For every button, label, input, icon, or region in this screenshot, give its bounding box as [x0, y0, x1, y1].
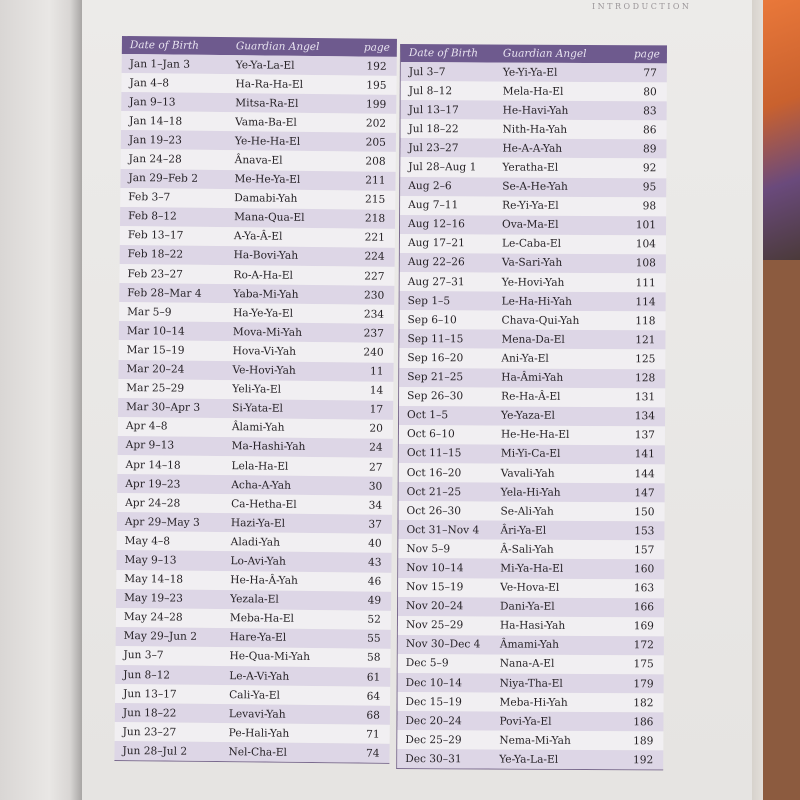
- guardian-angel-name: Hare-Ya-El: [229, 631, 287, 645]
- birth-date-range: Dec 30–31: [405, 752, 462, 766]
- guardian-angel-name: Â-Sali-Yah: [500, 543, 554, 556]
- birth-date-range: Nov 20–24: [406, 600, 464, 613]
- birth-date-range: Nov 5–9: [406, 542, 451, 556]
- page-number: 240: [363, 346, 384, 359]
- page-number: 11: [369, 365, 384, 378]
- page-number: 144: [634, 467, 655, 480]
- angel-table-right: [396, 44, 667, 771]
- birth-date-range: Jul 28–Aug 1: [408, 161, 477, 174]
- birth-date-range: Jan 4–8: [129, 76, 170, 90]
- guardian-angel-name: Me-He-Ya-El: [234, 173, 301, 186]
- guardian-angel-name: Mova-Mi-Yah: [232, 326, 303, 339]
- guardian-angel-name: Damabi-Yah: [234, 192, 298, 206]
- guardian-angel-name: Le-Caba-El: [501, 237, 562, 251]
- guardian-angel-name: Nema-Mi-Yah: [499, 734, 571, 747]
- birth-date-range: May 14–18: [124, 573, 184, 586]
- guardian-angel-name: Se-Ali-Yah: [500, 505, 554, 518]
- page-number: 221: [364, 231, 385, 245]
- birth-date-range: Sep 26–30: [407, 390, 464, 403]
- birth-date-range: Jan 9–13: [129, 95, 176, 109]
- guardian-angel-name: Ha-Bovi-Yah: [233, 249, 299, 263]
- table-row: [399, 368, 665, 388]
- header-page: page: [633, 48, 660, 61]
- guardian-angel-name: He-Qua-Mi-Yah: [229, 650, 311, 664]
- birth-date-range: Feb 18–22: [127, 248, 184, 262]
- page-number: 186: [633, 715, 654, 729]
- birth-date-range: Jun 13–17: [123, 687, 177, 701]
- table-row: [397, 730, 663, 750]
- birth-date-range: Jul 13–17: [408, 103, 459, 117]
- birth-date-range: Feb 3–7: [128, 191, 171, 204]
- birth-date-range: Jan 29–Feb 2: [128, 172, 199, 185]
- page-number: 137: [634, 429, 655, 442]
- page-number: 74: [365, 747, 380, 760]
- header-page: page: [363, 41, 390, 54]
- birth-date-range: Jun 28–Jul 2: [122, 744, 188, 758]
- birth-date-range: Jan 24–28: [128, 153, 182, 166]
- guardian-angel-name: Ye-Ya-La-El: [499, 753, 559, 766]
- guardian-angel-name: Ye-He-Ha-El: [234, 135, 301, 148]
- birth-date-range: Aug 2–6: [408, 180, 452, 193]
- guardian-angel-name: Ye-Ya-La-El: [235, 58, 295, 72]
- page-number: 157: [634, 544, 655, 557]
- birth-date-range: Oct 26–30: [406, 504, 462, 518]
- birth-date-range: Feb 28–Mar 4: [127, 286, 202, 300]
- page-number: 114: [635, 295, 656, 309]
- page-number: 68: [366, 709, 380, 722]
- page-number: 43: [367, 556, 382, 569]
- page-number: 189: [633, 735, 654, 748]
- table-row: [400, 253, 666, 273]
- page-number: 55: [367, 632, 381, 646]
- table-row: [401, 119, 667, 139]
- birth-date-range: Jul 23–27: [408, 141, 459, 155]
- guardian-angel-name: Vavali-Yah: [500, 467, 555, 480]
- birth-date-range: Feb 8–12: [128, 210, 177, 223]
- page-number: 125: [635, 353, 656, 366]
- page-number: 172: [633, 639, 654, 652]
- cover-artwork: [763, 0, 800, 260]
- birth-date-range: Apr 19–23: [125, 477, 181, 491]
- guardian-angel-name: Mana-Qua-El: [234, 211, 305, 225]
- table-row: [400, 272, 666, 292]
- guardian-angel-name: Ro-A-Ha-El: [233, 268, 293, 282]
- guardian-angel-name: Se-A-He-Yah: [502, 180, 568, 193]
- birth-date-range: May 24–28: [123, 611, 183, 624]
- guardian-angel-name: Yeratha-El: [502, 161, 559, 174]
- page-number: 150: [634, 505, 655, 519]
- page-number: 101: [635, 219, 657, 232]
- page-number: 17: [369, 403, 384, 416]
- birth-date-range: Sep 21–25: [407, 371, 464, 384]
- page-number: 20: [369, 422, 383, 436]
- page-number: 118: [635, 315, 656, 328]
- birth-date-range: Dec 10–14: [405, 676, 463, 689]
- table-row: [400, 196, 666, 216]
- page-number: 224: [364, 251, 385, 264]
- birth-date-range: Dec 5–9: [405, 657, 449, 670]
- guardian-angel-name: Nana-A-El: [499, 657, 555, 671]
- table-row: [398, 673, 664, 693]
- birth-date-range: Jun 23–27: [122, 725, 177, 739]
- table-row: [399, 348, 665, 368]
- birth-date-range: Feb 13–17: [127, 229, 184, 243]
- guardian-angel-name: Hova-Vi-Yah: [232, 345, 297, 358]
- book-page: [82, 0, 752, 800]
- page-number: 182: [633, 696, 654, 709]
- guardian-angel-name: He-He-Ha-El: [500, 428, 570, 442]
- table-row: [398, 597, 664, 617]
- guardian-angel-name: He-Ha-Â-Yah: [230, 574, 298, 587]
- guardian-angel-name: Mela-Ha-El: [502, 85, 564, 98]
- page-number: 147: [634, 486, 655, 499]
- guardian-angel-name: A-Ya-Â-El: [233, 230, 283, 244]
- table-row: [401, 81, 667, 101]
- birth-date-range: Jul 18–22: [408, 122, 459, 136]
- book-cover-edge: [745, 0, 800, 800]
- guardian-angel-name: Ve-Hova-El: [500, 581, 560, 594]
- birth-date-range: Apr 4–8: [125, 420, 168, 433]
- guardian-angel-name: Nith-Ha-Yah: [502, 123, 568, 136]
- birth-date-range: Jan 1–Jan 3: [129, 57, 191, 71]
- guardian-angel-name: Ye-Yi-Ya-El: [502, 66, 558, 79]
- birth-date-range: May 19–23: [124, 592, 183, 605]
- table-row: [399, 406, 665, 426]
- birth-date-range: Mar 10–14: [126, 324, 185, 338]
- page-number: 71: [366, 728, 380, 741]
- page-number: 134: [634, 410, 656, 423]
- birth-date-range: Sep 16–20: [407, 351, 464, 365]
- page-number: 160: [633, 563, 655, 576]
- header-date: Date of Birth: [408, 47, 479, 60]
- birth-date-range: Aug 7–11: [408, 199, 459, 212]
- guardian-angel-name: Ha-Hasi-Yah: [499, 619, 566, 633]
- guardian-angel-name: Âri-Ya-El: [500, 524, 547, 537]
- table-header: [401, 44, 667, 63]
- page-number: 199: [366, 98, 387, 111]
- table-row: [399, 482, 665, 502]
- guardian-angel-name: Âmami-Yah: [499, 638, 560, 652]
- guardian-angel-name: Ani-Ya-El: [501, 352, 549, 365]
- page-number: 227: [364, 270, 385, 283]
- page-number: 80: [643, 85, 657, 98]
- guardian-angel-name: Ha-Ye-Ya-El: [233, 306, 294, 320]
- birth-date-range: Jan 19–23: [128, 134, 182, 147]
- page-number: 77: [643, 66, 657, 79]
- page-number: 37: [368, 518, 382, 531]
- page-number: 166: [633, 601, 655, 614]
- table-row: [398, 616, 664, 636]
- page-number: 230: [364, 289, 385, 302]
- birth-date-range: Oct 6–10: [406, 428, 455, 441]
- page-number: 192: [366, 60, 387, 73]
- birth-date-range: Apr 29–May 3: [124, 515, 200, 529]
- birth-date-range: Jun 8–12: [123, 668, 171, 682]
- table-row: [399, 425, 665, 445]
- page-number: 153: [634, 525, 655, 538]
- page-number: 98: [642, 200, 657, 213]
- table-row: [400, 234, 666, 254]
- guardian-angel-name: Vama-Ba-El: [235, 116, 297, 129]
- guardian-angel-name: Ânava-El: [234, 154, 283, 167]
- page-number: 218: [364, 212, 386, 226]
- guardian-angel-name: He-A-A-Yah: [502, 142, 563, 155]
- page-number: 234: [363, 308, 385, 321]
- table-row: [399, 444, 665, 464]
- guardian-angel-name: Dani-Ya-El: [500, 600, 555, 613]
- birth-date-range: Dec 25–29: [405, 733, 462, 747]
- birth-date-range: Nov 25–29: [405, 619, 464, 632]
- guardian-angel-name: Mi-Ya-Ha-El: [500, 562, 564, 575]
- page-number: 83: [643, 105, 657, 118]
- page-number: 111: [635, 276, 656, 289]
- birth-date-range: Sep 1–5: [407, 294, 451, 307]
- table-row: [398, 654, 664, 674]
- birth-date-range: Nov 10–14: [406, 562, 464, 575]
- page-number: 58: [366, 652, 381, 665]
- birth-date-range: Jul 3–7: [408, 65, 446, 78]
- birth-date-range: Oct 31–Nov 4: [406, 523, 480, 537]
- page-number: 40: [368, 537, 382, 550]
- page-number: 163: [633, 582, 655, 595]
- page-number: 95: [642, 181, 657, 194]
- guardian-angel-name: Pe-Hali-Yah: [228, 726, 290, 740]
- table-row: [400, 291, 666, 311]
- birth-date-range: Dec 15–19: [405, 695, 462, 708]
- birth-date-range: Nov 15–19: [406, 581, 464, 594]
- birth-date-range: Oct 21–25: [406, 485, 462, 498]
- guardian-angel-name: Ye-Hovi-Yah: [501, 276, 565, 289]
- guardian-angel-name: Yaba-Mi-Yah: [233, 287, 299, 301]
- birth-date-range: Jun 18–22: [122, 706, 177, 720]
- table-row: [398, 539, 664, 559]
- page-number: 208: [365, 155, 386, 168]
- page-number: 24: [369, 442, 383, 455]
- angel-table-left: [114, 36, 397, 764]
- birth-date-range: Dec 20–24: [405, 714, 462, 728]
- guardian-angel-name: Acha-A-Yah: [231, 478, 292, 492]
- birth-date-range: May 9–13: [124, 554, 177, 567]
- guardian-angel-name: Re-Yi-Ya-El: [502, 199, 559, 213]
- guardian-angel-name: He-Havi-Yah: [502, 104, 569, 117]
- birth-date-range: Apr 14–18: [125, 458, 181, 472]
- table-body: [397, 62, 667, 770]
- table-row: [397, 749, 663, 769]
- birth-date-range: Sep 6–10: [407, 313, 457, 327]
- guardian-angel-name: Meba-Ha-El: [229, 612, 295, 626]
- page-number: 202: [365, 117, 387, 130]
- guardian-angel-name: Aladi-Yah: [230, 536, 281, 549]
- page-number: 175: [633, 658, 654, 671]
- table-row: [401, 100, 667, 120]
- table-row: [399, 501, 665, 521]
- guardian-angel-name: Ca-Hetha-El: [231, 497, 297, 511]
- page-number: 14: [369, 384, 384, 397]
- table-row: [398, 635, 664, 655]
- page-number: 195: [366, 79, 387, 92]
- table-body: [114, 54, 396, 763]
- page-number: 30: [368, 480, 383, 493]
- table-row: [114, 741, 389, 763]
- birth-date-range: Oct 16–20: [406, 466, 462, 479]
- guardian-angel-name: Si-Yata-El: [232, 402, 283, 415]
- page-number: 46: [367, 575, 382, 588]
- table-row: [399, 463, 665, 483]
- page-number: 61: [366, 671, 381, 684]
- guardian-angel-name: Ha-Âmi-Yah: [501, 371, 564, 384]
- guardian-angel-name: Yezala-El: [230, 593, 279, 606]
- guardian-angel-name: Niya-Tha-El: [499, 677, 563, 690]
- birth-date-range: Apr 24–28: [125, 496, 181, 510]
- guardian-angel-name: Hazi-Ya-El: [230, 516, 286, 530]
- birth-date-range: Mar 15–19: [126, 344, 185, 357]
- table-row: [398, 578, 664, 598]
- page-number: 104: [635, 238, 656, 251]
- guardian-angel-name: Yela-Hi-Yah: [500, 486, 561, 499]
- birth-date-range: Feb 23–27: [127, 267, 184, 281]
- guardian-angel-name: Âlami-Yah: [231, 421, 285, 435]
- page-number: 169: [633, 620, 654, 633]
- page-number: 128: [634, 372, 656, 385]
- page-number: 179: [633, 677, 654, 690]
- birth-date-range: Jul 8–12: [408, 84, 453, 97]
- birth-date-range: Jun 3–7: [123, 649, 164, 662]
- page-number: 108: [635, 257, 656, 270]
- guardian-angel-name: Ye-Yaza-El: [501, 409, 555, 423]
- page-number: 141: [634, 448, 655, 461]
- birth-date-range: Mar 25–29: [126, 382, 185, 395]
- guardian-angel-name: Cali-Ya-El: [229, 688, 280, 702]
- birth-date-range: Oct 1–5: [407, 409, 449, 422]
- guardian-angel-name: Mitsa-Ra-El: [235, 96, 299, 110]
- guardian-angel-name: Levavi-Yah: [228, 707, 286, 721]
- birth-date-range: Sep 11–15: [407, 332, 464, 346]
- guardian-angel-name: Povi-Ya-El: [499, 715, 552, 728]
- table-row: [398, 520, 664, 540]
- header-date: Date of Birth: [129, 39, 200, 52]
- table-row: [400, 138, 666, 158]
- page-number: 92: [642, 162, 657, 175]
- birth-date-range: Mar 20–24: [126, 363, 185, 376]
- page-number: 52: [367, 613, 381, 627]
- table-row: [399, 329, 665, 349]
- table-row: [397, 711, 663, 731]
- running-head: INTRODUCTION: [592, 2, 692, 11]
- birth-date-range: Mar 30–Apr 3: [126, 401, 201, 415]
- table-row: [400, 157, 666, 177]
- birth-date-range: Mar 5–9: [127, 305, 172, 319]
- guardian-angel-name: Ma-Hashi-Yah: [231, 440, 306, 454]
- guardian-angel-name: Chava-Qui-Yah: [501, 314, 580, 327]
- page-number: 34: [368, 499, 383, 512]
- page-number: 237: [363, 327, 384, 340]
- birth-date-range: Aug 22–26: [407, 256, 465, 269]
- guardian-angel-name: Meba-Hi-Yah: [499, 696, 568, 709]
- table-row: [399, 387, 665, 407]
- birth-date-range: Jan 14–18: [129, 114, 183, 128]
- page-number: 27: [368, 461, 383, 474]
- birth-date-range: May 29–Jun 2: [123, 630, 198, 644]
- table-row: [398, 692, 664, 712]
- table-row: [400, 310, 666, 330]
- page-number: 49: [367, 594, 382, 607]
- birth-date-range: Aug 17–21: [407, 237, 465, 250]
- birth-date-range: Aug 27–31: [407, 275, 465, 288]
- birth-date-range: Oct 11–15: [406, 447, 462, 460]
- guardian-angel-name: Ve-Hovi-Yah: [232, 364, 296, 377]
- page-number: 205: [365, 136, 386, 149]
- guardian-angel-name: Lela-Ha-El: [231, 459, 289, 473]
- guardian-angel-name: Ha-Ra-Ha-El: [235, 77, 304, 91]
- guardian-angel-name: Le-A-Vi-Yah: [229, 669, 290, 683]
- page-number: 211: [365, 174, 386, 187]
- table-row: [400, 177, 666, 197]
- page-number: 215: [365, 193, 386, 206]
- guardian-angel-name: Mi-Yi-Ca-El: [500, 447, 561, 461]
- header-angel: Guardian Angel: [235, 40, 320, 54]
- header-angel: Guardian Angel: [502, 47, 587, 60]
- page-number: 64: [366, 690, 381, 703]
- table-row: [398, 558, 664, 578]
- guardian-angel-name: Re-Ha-Â-El: [501, 390, 561, 403]
- birth-date-range: May 4–8: [124, 534, 171, 548]
- guardian-angel-name: Ova-Ma-El: [502, 218, 559, 232]
- birth-date-range: Nov 30–Dec 4: [405, 638, 481, 651]
- table-row: [400, 215, 666, 235]
- guardian-angel-name: Lo-Avi-Yah: [230, 555, 286, 568]
- guardian-angel-name: Nel-Cha-El: [228, 746, 288, 759]
- guardian-angel-name: Va-Sari-Yah: [501, 257, 563, 270]
- birth-date-range: Aug 12–16: [408, 218, 465, 231]
- page-number: 121: [635, 334, 656, 347]
- guardian-angel-name: Mena-Da-El: [501, 333, 565, 346]
- page-number: 131: [634, 391, 656, 404]
- guardian-angel-name: Le-Ha-Hi-Yah: [501, 295, 573, 308]
- birth-date-range: Apr 9–13: [125, 439, 175, 452]
- page-number: 89: [642, 143, 657, 156]
- table-row: [401, 62, 667, 82]
- page-number: 192: [632, 754, 654, 767]
- page-number: 86: [643, 124, 657, 137]
- guardian-angel-name: Yeli-Ya-El: [232, 383, 282, 396]
